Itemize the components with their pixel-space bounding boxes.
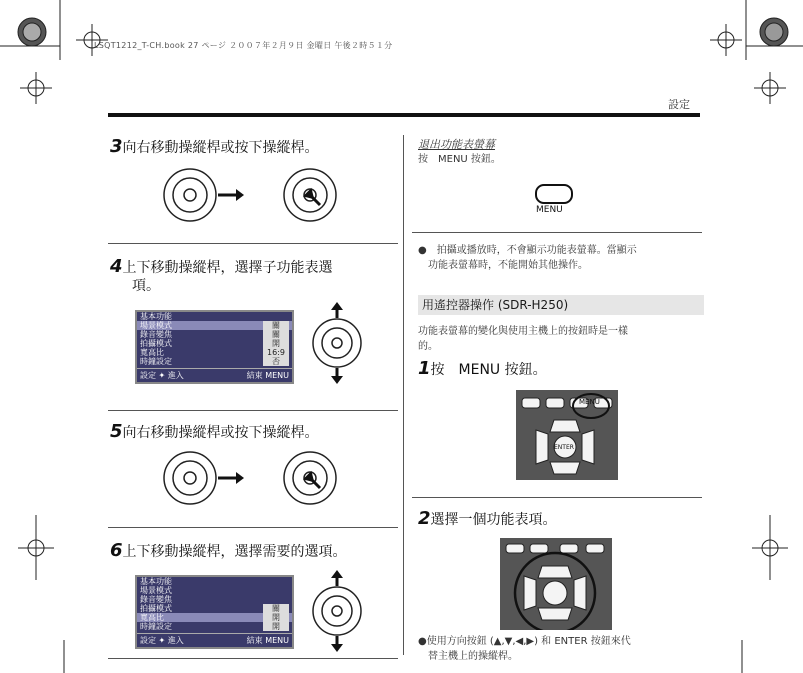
menu1-row-4: 寬高比 16:9 bbox=[137, 348, 292, 357]
divider-left-3 bbox=[108, 527, 398, 528]
column-divider bbox=[403, 135, 404, 655]
remote-enter-label: ENTER bbox=[554, 444, 574, 451]
divider-right-2 bbox=[412, 497, 702, 498]
step-5: 5向右移動操縱桿或按下操縱桿。 bbox=[110, 421, 319, 442]
divider-left-1 bbox=[108, 243, 398, 244]
remote-step-1: 1按 MENU 按鈕。 bbox=[418, 358, 547, 379]
step-6: 6上下移動操縱桿，選擇需要的選項。 bbox=[110, 540, 347, 561]
joystick-updown-1 bbox=[302, 300, 372, 386]
menu2-row-4: 寬高比 開 bbox=[137, 613, 292, 622]
menu1-row-0: 基本功能 bbox=[140, 312, 172, 321]
joystick-illustration-1 bbox=[160, 165, 340, 225]
menu1-row-1: 場景模式 關 bbox=[137, 321, 292, 330]
note-2-cont: 替主機上的操縱桿。 bbox=[418, 651, 518, 662]
menu2-row-3: 拍攝模式 關 bbox=[137, 604, 292, 613]
menu1-row-3: 拍攝模式 開 bbox=[137, 339, 292, 348]
menu1-row-2: 錄音變焦 關 bbox=[137, 330, 292, 339]
menu2-row-5: 時鐘設定 開 bbox=[137, 622, 292, 631]
menu2-row-1: 場景模式 bbox=[140, 586, 172, 595]
exit-title: 退出功能表螢幕 bbox=[418, 138, 495, 151]
menu-button-icon bbox=[535, 184, 573, 204]
menu2-row-2: 錄音變焦 bbox=[140, 595, 172, 604]
divider-right-1 bbox=[412, 232, 702, 233]
menu1-row-5: 時鐘設定 否 bbox=[137, 357, 292, 366]
top-rule bbox=[108, 113, 700, 117]
remote-subhead: 用遙控器操作 (SDR-H250) bbox=[418, 295, 704, 315]
remote-menu-label: MENU bbox=[579, 398, 600, 406]
joystick-illustration-2 bbox=[160, 448, 340, 508]
step-4: 4上下移動操縱桿，選擇子功能表選 bbox=[110, 256, 333, 277]
remote-illustration-2 bbox=[500, 538, 612, 630]
menu-screen-1 bbox=[135, 310, 294, 384]
remote-para: 功能表螢幕的變化與使用主機上的按鈕時是一樣 bbox=[418, 326, 628, 337]
menu2-row-0: 基本功能 bbox=[140, 577, 172, 586]
note-2: ●使用方向按鈕 (▲,▼,◀,▶) 和 ENTER 按鈕來代 bbox=[418, 636, 631, 647]
menu2-footer: 設定 ✦ 進入 結束 MENU bbox=[137, 633, 292, 647]
step-4-cont: 項。 bbox=[132, 278, 160, 294]
remote-illustration-1 bbox=[516, 390, 618, 480]
joystick-updown-2 bbox=[302, 568, 372, 654]
divider-left-2 bbox=[108, 410, 398, 411]
print-header: LSQT1212_T-CH.book 27 ページ ２００７年２月９日 金曜日 午後２時５１分 bbox=[94, 41, 393, 50]
note-1: ● 拍攝或播放時，不會顯示功能表螢幕。當顯示 bbox=[418, 245, 637, 256]
section-label: 設定 bbox=[668, 98, 690, 111]
remote-step-2: 2選擇一個功能表項。 bbox=[418, 508, 557, 529]
menu-screen-2 bbox=[135, 575, 294, 649]
divider-left-4 bbox=[108, 658, 398, 659]
menu-button-label: MENU bbox=[536, 205, 563, 215]
exit-text: 按 MENU 按鈕。 bbox=[418, 154, 501, 165]
note-1-cont: 功能表螢幕時，不能開始其他操作。 bbox=[418, 260, 588, 271]
remote-para-cont: 的。 bbox=[418, 341, 438, 352]
step-3: 3向右移動操縱桿或按下操縱桿。 bbox=[110, 136, 319, 157]
menu1-footer: 設定 ✦ 進入 結束 MENU bbox=[137, 368, 292, 382]
